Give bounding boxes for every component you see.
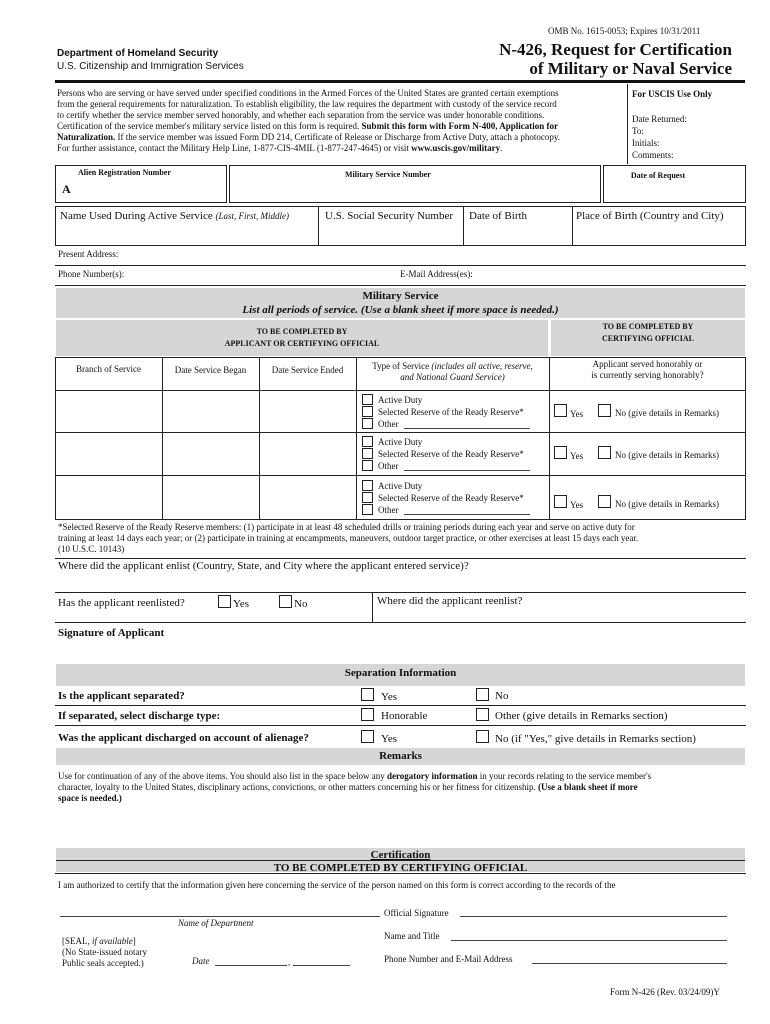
honorable-yes-checkbox[interactable] xyxy=(554,446,567,459)
separated-yes-checkbox[interactable] xyxy=(361,688,374,701)
col-date-ended: Date Service Ended xyxy=(271,365,344,375)
divider xyxy=(55,622,746,623)
divider xyxy=(55,265,746,266)
honorable-yes-label: Yes xyxy=(570,409,584,419)
date-input-month-day[interactable] xyxy=(215,965,287,966)
reenlisted-yes-label: Yes xyxy=(233,598,250,610)
name-and-title-label: Name and Title xyxy=(384,931,440,941)
separated-no-label: No xyxy=(495,690,509,702)
sub-agency-name: U.S. Citizenship and Immigration Services xyxy=(57,61,244,72)
separated-question: Is the applicant separated? xyxy=(58,690,185,702)
seal-note-line2: (No State-issued notary xyxy=(62,947,147,957)
alienage-question: Was the applicant discharged on account of alienage? xyxy=(58,732,309,744)
col-honorable-line2: is currently serving honorably? xyxy=(591,370,704,380)
honorable-no-checkbox[interactable] xyxy=(598,404,611,417)
separated-yes-label: Yes xyxy=(381,691,398,703)
military-service-number-label: Military Service Number xyxy=(345,170,431,179)
seal-note-line3: Public seals accepted.) xyxy=(62,958,144,968)
divider xyxy=(55,705,746,706)
divider xyxy=(318,206,319,246)
other-service-input[interactable] xyxy=(404,470,530,471)
col-type-hint: (includes all active, reserve, xyxy=(431,361,533,371)
label-text: Name Used During Active Service xyxy=(60,210,213,222)
col-honorable-line1: Applicant served honorably or xyxy=(592,359,703,369)
intro-text-part: If the service member was issued Form DD 214, Certificate of Release or Discharge from Active Duty, attach a photocopy. xyxy=(117,132,561,142)
honorable-no-checkbox[interactable] xyxy=(598,495,611,508)
seal-text: [SEAL, xyxy=(62,936,90,946)
intro-line xyxy=(57,143,627,154)
selected-reserve-checkbox[interactable] xyxy=(362,406,373,417)
alien-number-label: Alien Registration Number xyxy=(78,168,171,177)
discharge-honorable-label: Honorable xyxy=(381,710,428,722)
other-service-checkbox[interactable] xyxy=(362,460,373,471)
divider xyxy=(463,206,464,246)
discharge-type-question: If separated, select discharge type: xyxy=(58,710,221,722)
remarks-line xyxy=(58,771,748,782)
divider xyxy=(55,592,746,593)
selected-reserve-checkbox[interactable] xyxy=(362,448,373,459)
intro-line: from the general requirements for naturalization. To establish eligibility, the law requires the department with custody of the service record xyxy=(57,99,557,109)
honorable-no-label: No (give details in Remarks) xyxy=(615,450,719,460)
form-revision: Form N-426 (Rev. 03/24/09)Y xyxy=(610,987,720,997)
footnote-line: (10 U.S.C. 10143) xyxy=(58,544,125,554)
other-service-label: Other xyxy=(378,505,399,515)
remarks-text: character, loyalty to the United States, disciplinary actions, convictions, or other matters concerning his or her fitness for citizenship. xyxy=(58,782,536,792)
military-service-subtitle: List all periods of service. (Use a blank sheet if more space is needed.) xyxy=(242,304,559,316)
uscis-box-divider xyxy=(627,84,628,164)
phone-email-input[interactable] xyxy=(532,963,727,964)
uscis-link[interactable]: www.uscis.gov/military xyxy=(411,143,501,153)
discharge-other-checkbox[interactable] xyxy=(476,708,489,721)
active-duty-checkbox[interactable] xyxy=(362,394,373,405)
remarks-line xyxy=(58,782,748,793)
other-service-input[interactable] xyxy=(404,514,530,515)
other-service-checkbox[interactable] xyxy=(362,418,373,429)
initials-label: Initials: xyxy=(632,138,660,148)
intro-text-bold: Naturalization. xyxy=(57,132,116,142)
certification-subtitle: TO BE COMPLETED BY CERTIFYING OFFICIAL xyxy=(273,862,528,874)
alienage-yes-label: Yes xyxy=(381,733,398,745)
comments-label: Comments: xyxy=(632,150,674,160)
applicant-signature-label[interactable]: Signature of Applicant xyxy=(58,627,165,639)
remarks-text: in your records relating to the service member's xyxy=(479,771,652,781)
form-title-line1: N-426, Request for Certification xyxy=(499,40,732,59)
honorable-no-label: No (give details in Remarks) xyxy=(615,408,719,418)
selected-reserve-label: Selected Reserve of the Ready Reserve* xyxy=(378,449,524,459)
reenlisted-yes-checkbox[interactable] xyxy=(218,595,231,608)
col-branch-of-service: Branch of Service xyxy=(76,364,141,374)
active-duty-label: Active Duty xyxy=(378,481,423,491)
alien-number-prefix: A xyxy=(62,182,71,196)
separation-title: Separation Information xyxy=(344,667,457,679)
label-hint: (Last, First, Middle) xyxy=(215,211,289,221)
omb-number: OMB No. 1615-0053; Expires 10/31/2011 xyxy=(548,26,701,36)
seal-text-italic: if available xyxy=(92,936,133,946)
divider xyxy=(55,558,746,559)
where-reenlist-label[interactable]: Where did the applicant reenlist? xyxy=(377,595,523,607)
name-during-service-label[interactable] xyxy=(60,210,289,223)
remarks-title: Remarks xyxy=(379,750,422,762)
remarks-textarea[interactable] xyxy=(56,808,745,846)
discharge-other-label: Other (give details in Remarks section) xyxy=(495,710,668,722)
alienage-no-checkbox[interactable] xyxy=(476,730,489,743)
separated-no-checkbox[interactable] xyxy=(476,688,489,701)
dob-label[interactable]: Date of Birth xyxy=(469,210,528,222)
where-enlist-label[interactable]: Where did the applicant enlist (Country, State, and City where the applicant entered service)? xyxy=(58,560,469,572)
other-service-label: Other xyxy=(378,461,399,471)
official-signature-label: Official Signature xyxy=(384,908,449,918)
other-service-checkbox[interactable] xyxy=(362,504,373,515)
alienage-yes-checkbox[interactable] xyxy=(361,730,374,743)
col-date-began: Date Service Began xyxy=(174,365,247,375)
col-type-of-service xyxy=(356,361,549,372)
divider xyxy=(55,873,746,874)
intro-text-part: For further assistance, contact the Military Help Line, 1-877-CIS-4MIL (1-877-247-4645) or visit xyxy=(57,143,409,153)
reenlisted-no-label: No xyxy=(294,598,308,610)
phone-email-label: Phone Number and E-Mail Address xyxy=(384,954,513,964)
header-rule xyxy=(55,80,745,83)
phone-numbers-label[interactable]: Phone Number(s): xyxy=(58,269,125,279)
official-signature-input[interactable] xyxy=(460,916,727,917)
selected-reserve-checkbox[interactable] xyxy=(362,492,373,503)
intro-text-part: . xyxy=(500,143,503,153)
intro-text-part: Certification of the service member's military service listed on this form is required. xyxy=(57,121,360,131)
honorable-yes-checkbox[interactable] xyxy=(554,495,567,508)
other-service-input[interactable] xyxy=(404,428,530,429)
divider xyxy=(55,285,746,286)
row-divider xyxy=(55,432,746,433)
uscis-use-title: For USCIS Use Only xyxy=(632,89,713,99)
honorable-no-checkbox[interactable] xyxy=(598,446,611,459)
row-divider xyxy=(55,475,746,476)
selected-reserve-label: Selected Reserve of the Ready Reserve* xyxy=(378,407,524,417)
department-name-label: Name of Department xyxy=(178,918,254,928)
honorable-yes-label: Yes xyxy=(570,451,584,461)
footnote-line: training at least 14 days each year; or (2) participate in training at encampments, maneuvers, outdoor target practice, or other exercises at least 15 days each year. xyxy=(58,533,639,543)
intro-line xyxy=(57,132,627,143)
intro-line: Persons who are serving or have served under specified conditions in the Armed Forces of the United States are granted certain exemptions xyxy=(57,88,559,98)
col-type-text: Type of Service xyxy=(372,361,430,371)
military-service-title: Military Service xyxy=(362,290,439,302)
agency-name: Department of Homeland Security xyxy=(57,48,219,59)
present-address-label[interactable]: Present Address: xyxy=(58,249,119,259)
intro-line: to certify whether the service member served honorably, and whether each separation from the service was under honorable conditions. xyxy=(57,110,545,120)
alienage-no-label: No (if "Yes," give details in Remarks section) xyxy=(495,733,696,745)
col-type-of-service-hint: and National Guard Service) xyxy=(400,372,505,382)
official-head-line1: TO BE COMPLETED BY xyxy=(602,322,694,331)
footnote-line: *Selected Reserve of the Ready Reserve members: (1) participate in at least 48 scheduled drills or training periods during each year and serve on active duty for xyxy=(58,522,635,532)
form-title-line2: of Military or Naval Service xyxy=(529,59,732,78)
active-duty-label: Active Duty xyxy=(378,395,423,405)
active-duty-checkbox[interactable] xyxy=(362,436,373,447)
divider xyxy=(572,206,573,246)
date-returned-label: Date Returned: xyxy=(632,114,687,124)
pob-label[interactable]: Place of Birth (Country and City) xyxy=(576,210,724,222)
intro-text xyxy=(57,88,627,154)
date-comma: , xyxy=(288,957,291,967)
honorable-yes-label: Yes xyxy=(570,500,584,510)
date-of-request-label: Date of Request xyxy=(630,171,686,180)
remarks-line: space is needed.) xyxy=(58,793,122,803)
discharge-honorable-checkbox[interactable] xyxy=(361,708,374,721)
reenlisted-label: Has the applicant reenlisted? xyxy=(58,597,185,609)
remarks-instructions xyxy=(58,771,748,804)
certification-title: Certification xyxy=(370,849,431,861)
to-label: To: xyxy=(632,126,644,136)
reserve-footnote xyxy=(58,522,748,555)
intro-line xyxy=(57,121,627,132)
certification-statement: I am authorized to certify that the information given here concerning the service of the person named on this form is correct according to the records of the xyxy=(58,880,616,890)
applicant-head-line2: APPLICANT OR CERTIFYING OFFICIAL xyxy=(224,339,380,348)
honorable-no-label: No (give details in Remarks) xyxy=(615,499,719,509)
other-service-label: Other xyxy=(378,419,399,429)
active-duty-checkbox[interactable] xyxy=(362,480,373,491)
date-input-year[interactable] xyxy=(293,965,350,966)
date-label: Date xyxy=(192,956,210,966)
remarks-text-bold: (Use a blank sheet if more xyxy=(538,782,638,792)
seal-note-line1 xyxy=(62,936,136,947)
divider xyxy=(372,592,373,622)
remarks-text-bold: derogatory information xyxy=(386,771,478,781)
divider xyxy=(55,725,746,726)
reenlisted-no-checkbox[interactable] xyxy=(279,595,292,608)
ssn-label[interactable]: U.S. Social Security Number xyxy=(325,210,454,222)
email-addresses-label[interactable]: E-Mail Address(es): xyxy=(400,269,473,279)
remarks-text: Use for continuation of any of the above items. You should also list in the space below any xyxy=(58,771,385,781)
department-name-input[interactable] xyxy=(60,916,380,917)
applicant-section-header xyxy=(56,320,548,356)
selected-reserve-label: Selected Reserve of the Ready Reserve* xyxy=(378,493,524,503)
applicant-head-line1: TO BE COMPLETED BY xyxy=(256,327,348,336)
active-duty-label: Active Duty xyxy=(378,437,423,447)
seal-text: ] xyxy=(132,936,136,946)
intro-text-bold: Submit this form with Form N-400, Application for xyxy=(361,121,559,131)
honorable-yes-checkbox[interactable] xyxy=(554,404,567,417)
official-head-line2: CERTIFYING OFFICIAL xyxy=(602,334,694,343)
name-and-title-input[interactable] xyxy=(451,940,727,941)
